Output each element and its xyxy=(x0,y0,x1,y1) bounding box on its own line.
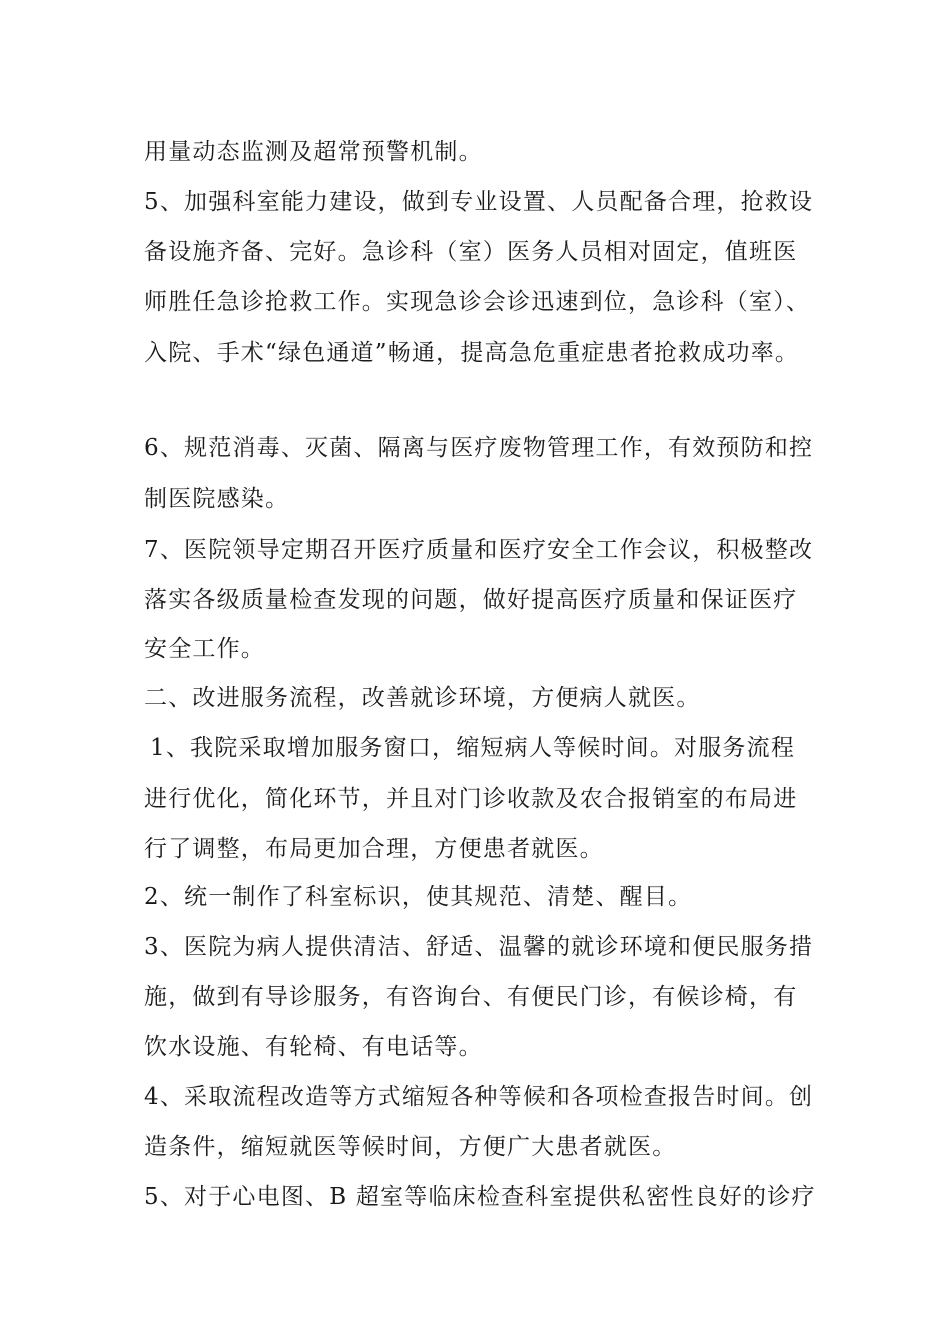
text-line: 用量动态监测及超常预警机制。 xyxy=(144,139,483,165)
text-line: 6、规范消毒、灭菌、隔离与医疗废物管理工作，有效预防和控 xyxy=(144,435,814,461)
text-line: 落实各级质量检查发现的问题，做好提高医疗质量和保证医疗 xyxy=(144,587,798,613)
text-line: 造条件，缩短就医等候时间，方便广大患者就医。 xyxy=(144,1134,677,1160)
text-line: 施，做到有导诊服务，有咨询台、有便民门诊，有候诊椅，有 xyxy=(144,984,798,1010)
text-line: 2、统一制作了科室标识，使其规范、清楚、醒目。 xyxy=(144,884,693,910)
text-line: 进行优化，简化环节，并且对门诊收款及农合报销室的布局进 xyxy=(144,786,798,812)
text-line: 备设施齐备、完好。急诊科（室）医务人员相对固定，值班医 xyxy=(144,239,798,265)
text-line: 饮水设施、有轮椅、有电话等。 xyxy=(144,1034,483,1060)
text-line: 安全工作。 xyxy=(144,636,265,662)
text-line: 入院、手术“绿色通道”畅通，提高急危重症患者抢救成功率。 xyxy=(144,340,800,366)
text-line: 7、医院领导定期召开医疗质量和医疗安全工作会议，积极整改 xyxy=(144,537,814,563)
text-line: 3、医院为病人提供清洁、舒适、温馨的就诊环境和便民服务措 xyxy=(144,934,814,960)
text-line: 5、加强科室能力建设，做到专业设置、人员配备合理，抢救设 xyxy=(144,189,814,215)
text-line: 制医院感染。 xyxy=(144,486,290,512)
text-line: 师胜任急诊抢救工作。实现急诊会诊迅速到位，急诊科（室）、 xyxy=(144,289,811,315)
text-line: 1、我院采取增加服务窗口，缩短病人等候时间。对服务流程 xyxy=(150,735,796,761)
text-line: 5、对于心电图、B 超室等临床检查科室提供私密性良好的诊疗 xyxy=(144,1184,816,1210)
text-line: 4、采取流程改造等方式缩短各种等候和各项检查报告时间。创 xyxy=(144,1084,814,1110)
text-line: 行了调整，布局更加合理，方便患者就医。 xyxy=(144,836,604,862)
section-heading: 二、改进服务流程，改善就诊环境，方便病人就医。 xyxy=(144,685,701,711)
